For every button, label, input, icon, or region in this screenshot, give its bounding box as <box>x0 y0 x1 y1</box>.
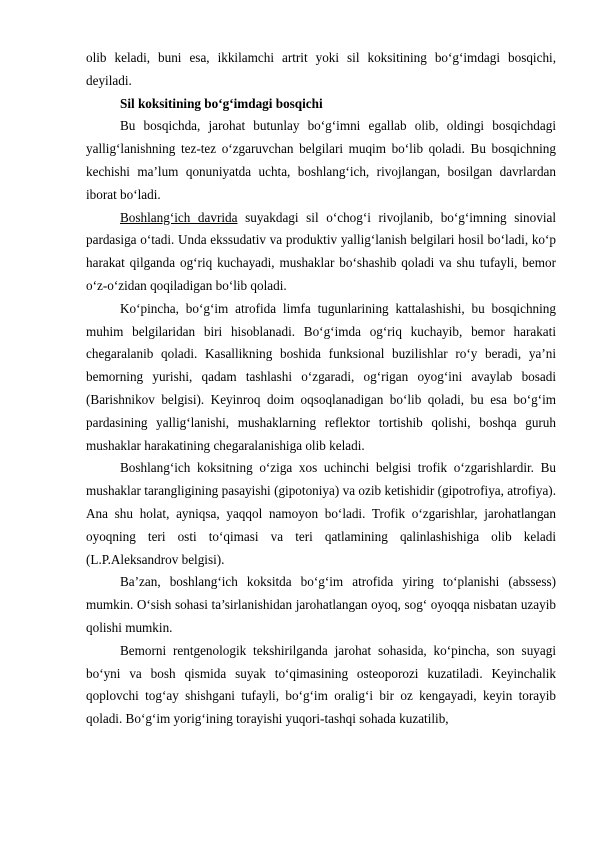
paragraph-stage-description: Bu bosqichda, jarohat butunlay bo‘g‘imni egallab olib, oldingi bosqichdagi yallig‘lanishning tez-tez o‘zgaruvchan belgilari muqim bo‘lib qoladi. Bu bosqichning kechishi ma’lum qonuniyatda uchta, boshlang‘ich, rivojlangan, bosilgan davrlardan iborat bo‘ladi. <box>86 118 556 202</box>
paragraph-initial-period-text: suyakdagi sil o‘chog‘i rivojlanib, bo‘g‘imning sinovial pardasiga o‘tadi. Unda ekssudativ va produktiv yallig‘lanish belgilari hosil bo‘ladi, ko‘p harakat qilganda og‘riq kuchayadi, mushaklar bo‘shashib qoladi va shu tufayli, bemor o‘z-o‘zidan qoqiladigan bo‘lib qoladi. <box>86 209 556 293</box>
document-page <box>86 47 556 731</box>
paragraph-abscess: Ba’zan, boshlang‘ich koksitda bo‘g‘im atrofida yiring to‘planishi (abssess) mumkin. O‘sish sohasi ta’sirlanishidan jarohatlangan oyoq, sog‘ oyoqqa nisbatan uzayib qolishi mumkin. <box>86 574 556 635</box>
paragraph-lymph-nodes: Ko‘pincha, bo‘g‘im atrofida limfa tugunlarining kattalashishi, bu bosqichning muhim belgilaridan biri hisoblanadi. Bo‘g‘imda og‘riq kuchayib, bemor harakati chegaralanib qoladi. Kasallikning boshida funksional buzilishlar ro‘y beradi, ya’ni bemorning yurishi, qadam tashlashi o‘zgaradi, og‘rigan oyog‘ini avaylab bosadi (Barishnikov belgisi). Keyinroq doim oqsoqlanadigan bo‘lib qoladi, bu esa bo‘g‘im pardasining yallig‘lanishi, mushaklarning reflektor tortishib qolishi, boshqa guruh mushaklar harakatining chegaralanishiga olib keladi. <box>86 300 556 453</box>
section-heading: Sil koksitining bo‘g‘imdagi bosqichi <box>120 95 323 111</box>
paragraph-trophic-changes: Boshlang‘ich koksitning o‘ziga xos uchinchi belgisi trofik o‘zgarishlardir. Bu mushaklar tarangligining pasayishi (gipotoniya) va ozib ketishidir (gipotrofiya, atrofiya). Ana shu holat, ayniqsa, yaqqol namoyon bo‘ladi. Trofik o‘zgarishlar, jarohatlangan oyoqning teri osti to‘qimasi va teri qatlamining qalinlashishiga olib keladi (L.P.Aleksandrov belgisi). <box>86 460 556 567</box>
paragraph-initial-period <box>86 207 556 298</box>
underlined-term: Boshlang‘ich davrida <box>120 209 238 225</box>
paragraph-radiology: Bemorni rentgenologik tekshirilganda jarohat sohasida, ko‘pincha, son suyagi bo‘yni va bosh qismida suyak to‘qimasining osteoporozi kuzatiladi. Keyinchalik qoplovchi tog‘ay shishgani tufayli, bo‘g‘im oralig‘i bir oz kengayadi, keyin torayib qoladi. Bo‘g‘im yorig‘ining torayishi yuqori-tashqi sohada kuzatilib, <box>86 642 556 727</box>
paragraph-continuation: olib keladi, buni esa, ikkilamchi artrit yoki sil koksitining bo‘g‘imdagi bosqichi, deyiladi. <box>86 50 556 88</box>
